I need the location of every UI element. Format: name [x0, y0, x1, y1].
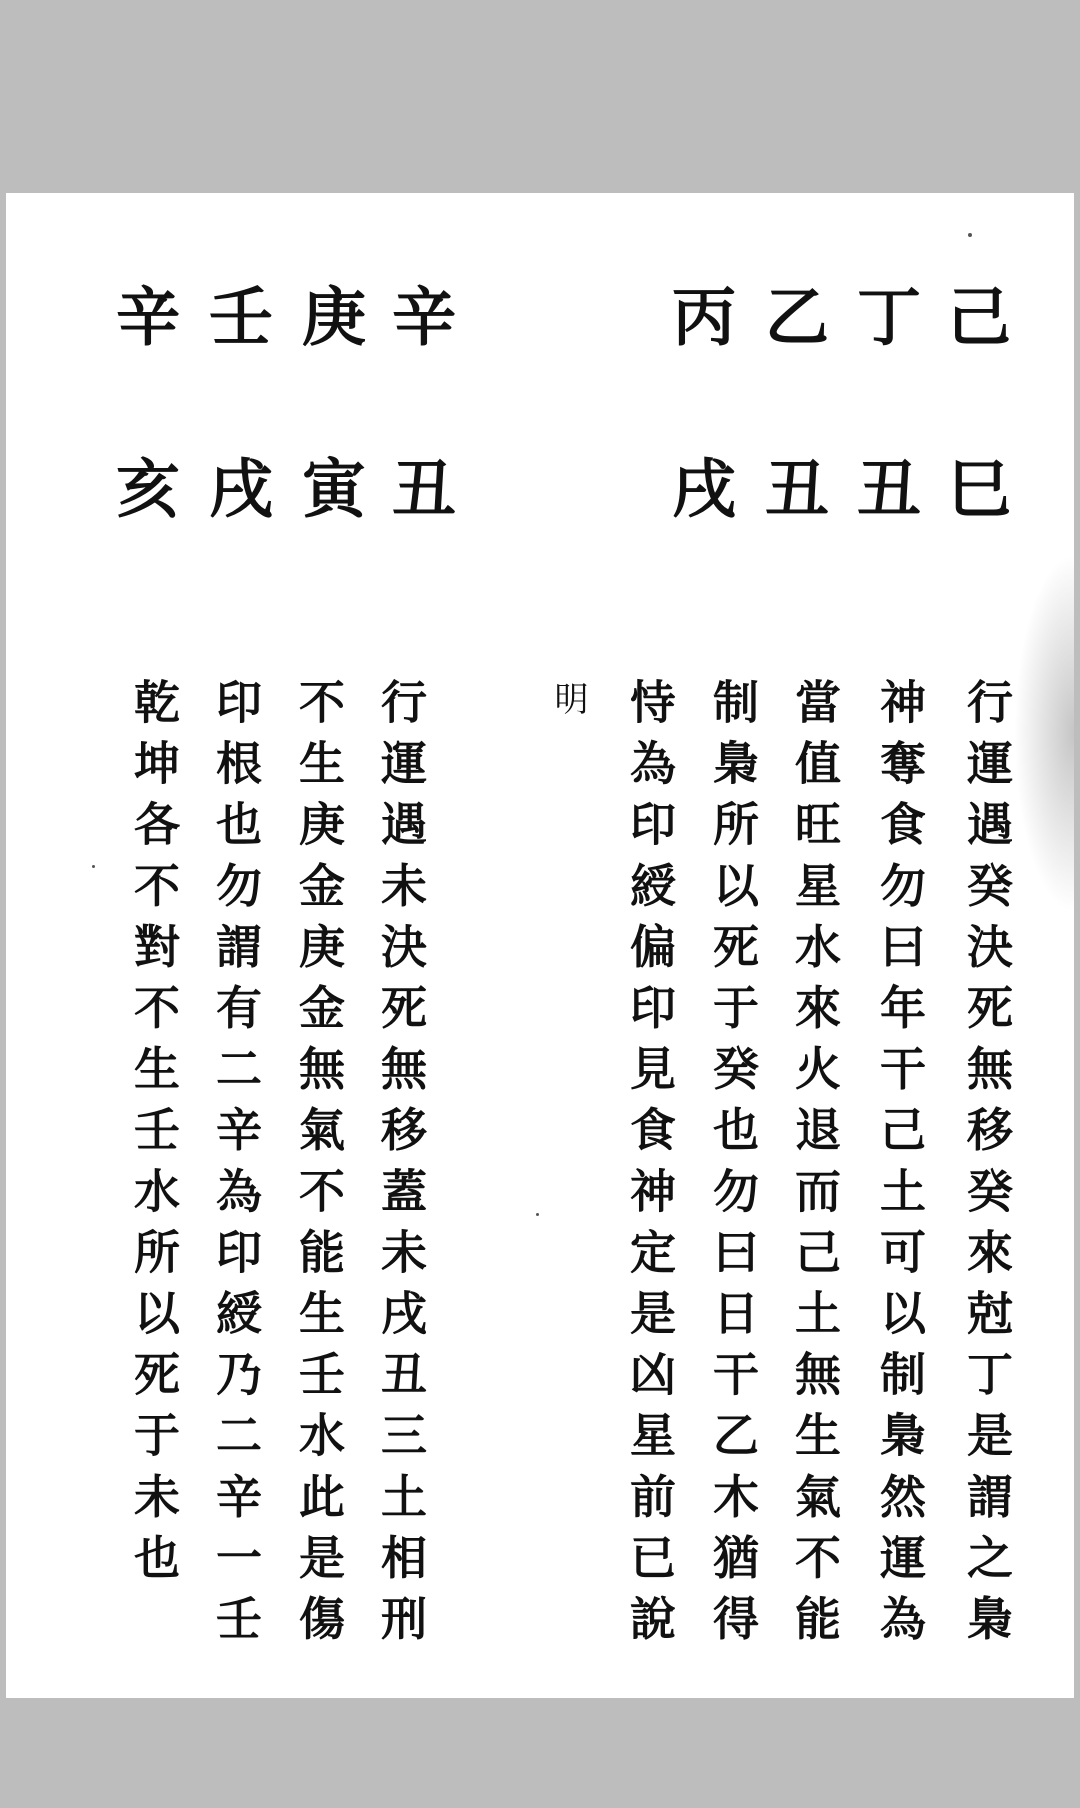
header-pillar-5	[381, 283, 456, 519]
text-column: 不生庚金庚金無氣不能生壬水此是傷	[292, 678, 346, 1656]
header-stem: 辛	[105, 283, 180, 347]
header-stem: 丙	[661, 283, 736, 347]
header-branch: 亥	[105, 455, 180, 519]
text-column: 行運遇未決死無移蓋未戌丑三土相刑	[374, 678, 428, 1656]
text-column: 制梟所以死于癸也勿曰日干乙木猶得	[706, 678, 760, 1656]
header-branch: 戌	[198, 455, 273, 519]
header-branch: 丑	[754, 455, 829, 519]
header-pillar-7	[198, 283, 273, 519]
header-pillar-1	[936, 283, 1011, 519]
header-stem: 辛	[381, 283, 456, 347]
header-pillar-2	[846, 283, 921, 519]
text-column: 印根也勿謂有二辛為印綬乃二辛一壬	[209, 678, 263, 1656]
text-column: 行運遇癸決死無移癸來尅丁是謂之梟	[960, 678, 1014, 1656]
text-column: 當值旺星水來火退而己土無生氣不能	[788, 678, 842, 1656]
header-stem: 己	[936, 283, 1011, 347]
header-branch: 巳	[936, 455, 1011, 519]
scan-speck	[92, 865, 95, 868]
text-column: 乾坤各不對不生壬水所以死于未也	[127, 678, 181, 1595]
header-stem: 乙	[754, 283, 829, 347]
header-pillar-3	[754, 283, 829, 519]
header-pillar-8	[105, 283, 180, 519]
scan-speck	[968, 233, 972, 237]
header-stem: 丁	[846, 283, 921, 347]
header-branch: 戌	[661, 455, 736, 519]
header-branch: 丑	[846, 455, 921, 519]
marginal-note: 明	[548, 681, 588, 715]
scan-smudge	[1014, 553, 1074, 913]
header-pillar-4	[661, 283, 736, 519]
scan-speck	[536, 1213, 539, 1216]
header-stem: 庚	[291, 283, 366, 347]
header-pillar-6	[291, 283, 366, 519]
text-column: 神奪食勿曰年干己土可以制梟然運為	[873, 678, 927, 1656]
document-page	[6, 193, 1074, 1698]
header-stem: 壬	[198, 283, 273, 347]
text-column: 恃為印綬偏印見食神定是凶星前已說	[623, 678, 677, 1656]
header-branch: 丑	[381, 455, 456, 519]
header-branch: 寅	[291, 455, 366, 519]
